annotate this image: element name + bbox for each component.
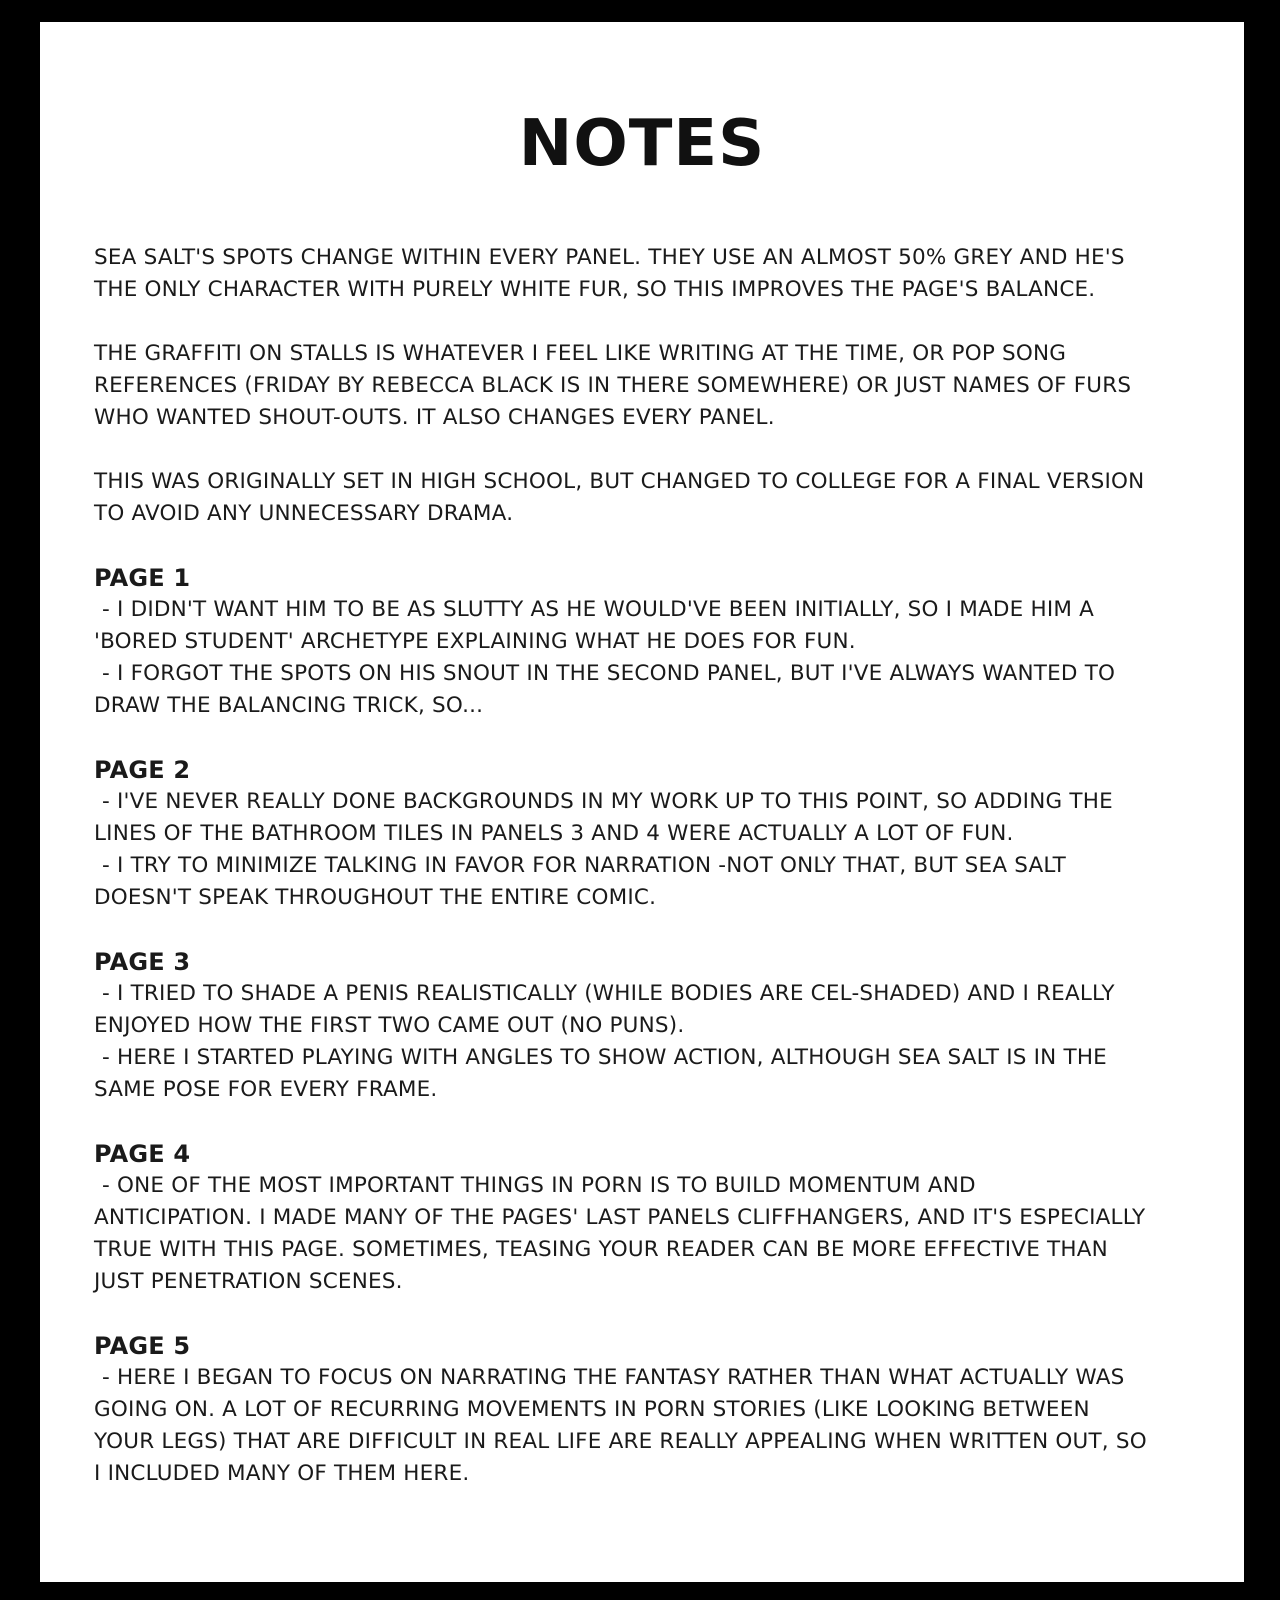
bullet-line: - I'VE NEVER REALLY DONE BACKGROUNDS IN MY WORK UP TO THIS POINT, SO ADDING THE: [102, 789, 1113, 814]
section-bullet: [94, 1362, 1234, 1490]
page-title: NOTES: [518, 107, 766, 181]
bullet-line: - HERE I BEGAN TO FOCUS ON NARRATING THE FANTASY RATHER THAN WHAT ACTUALLY WAS: [102, 1365, 1125, 1390]
intro-paragraph: [94, 466, 1234, 530]
intro-paragraphs: [94, 242, 1234, 530]
paragraph-line: REFERENCES (FRIDAY BY REBECCA BLACK IS IN THERE SOMEWHERE) OR JUST NAMES OF FURS: [94, 373, 1132, 398]
intro-paragraph: [94, 242, 1234, 306]
paragraph-line: THIS WAS ORIGINALLY SET IN HIGH SCHOOL, BUT CHANGED TO COLLEGE FOR A FINAL VERSION: [94, 469, 1145, 494]
paragraph-line: TO AVOID ANY UNNECESSARY DRAMA.: [94, 501, 514, 526]
bullet-line: - HERE I STARTED PLAYING WITH ANGLES TO SHOW ACTION, ALTHOUGH SEA SALT IS IN THE: [102, 1045, 1107, 1070]
section-heading: PAGE 5: [94, 1332, 191, 1360]
bullet-line: - I TRIED TO SHADE A PENIS REALISTICALLY (WHILE BODIES ARE CEL-SHADED) AND I REALLY: [102, 981, 1115, 1006]
section-bullet: [94, 594, 1234, 658]
bullet-line: TRUE WITH THIS PAGE. SOMETIMES, TEASING YOUR READER CAN BE MORE EFFECTIVE THAN: [94, 1237, 1108, 1262]
page-section: [94, 1138, 1234, 1298]
section-bullet: [94, 978, 1234, 1042]
notes-body: [94, 242, 1234, 1522]
section-bullet: [94, 786, 1234, 850]
paragraph-line: THE ONLY CHARACTER WITH PURELY WHITE FUR, SO THIS IMPROVES THE PAGE'S BALANCE.: [94, 277, 1096, 302]
bullet-line: JUST PENETRATION SCENES.: [94, 1269, 403, 1294]
bullet-line: LINES OF THE BATHROOM TILES IN PANELS 3 AND 4 WERE ACTUALLY A LOT OF FUN.: [94, 821, 1014, 846]
bullet-line: I INCLUDED MANY OF THEM HERE.: [94, 1461, 470, 1486]
bullet-line: 'BORED STUDENT' ARCHETYPE EXPLAINING WHAT HE DOES FOR FUN.: [94, 629, 856, 654]
page-section: [94, 562, 1234, 722]
bullet-line: ANTICIPATION. I MADE MANY OF THE PAGES' LAST PANELS CLIFFHANGERS, AND IT'S ESPECIALLY: [94, 1205, 1146, 1230]
section-heading: PAGE 3: [94, 948, 191, 976]
section-heading: PAGE 1: [94, 564, 191, 592]
page-section: [94, 1330, 1234, 1490]
notes-page: [40, 22, 1244, 1582]
bullet-line: YOUR LEGS) THAT ARE DIFFICULT IN REAL LIFE ARE REALLY APPEALING WHEN WRITTEN OUT, SO: [94, 1429, 1147, 1454]
bullet-line: - I TRY TO MINIMIZE TALKING IN FAVOR FOR NARRATION -NOT ONLY THAT, BUT SEA SALT: [102, 853, 1066, 878]
section-bullet: [94, 658, 1234, 722]
paragraph-line: SEA SALT'S SPOTS CHANGE WITHIN EVERY PANEL. THEY USE AN ALMOST 50% GREY AND HE'S: [94, 245, 1125, 270]
page-sections: [94, 562, 1234, 1490]
paragraph-line: WHO WANTED SHOUT-OUTS. IT ALSO CHANGES EVERY PANEL.: [94, 405, 775, 430]
bullet-line: - ONE OF THE MOST IMPORTANT THINGS IN PORN IS TO BUILD MOMENTUM AND: [102, 1173, 976, 1198]
section-heading: PAGE 2: [94, 756, 191, 784]
bullet-line: - I FORGOT THE SPOTS ON HIS SNOUT IN THE SECOND PANEL, BUT I'VE ALWAYS WANTED TO: [102, 661, 1116, 686]
bullet-line: GOING ON. A LOT OF RECURRING MOVEMENTS IN PORN STORIES (LIKE LOOKING BETWEEN: [94, 1397, 1090, 1422]
intro-paragraph: [94, 338, 1234, 434]
bullet-line: SAME POSE FOR EVERY FRAME.: [94, 1077, 438, 1102]
bullet-line: ENJOYED HOW THE FIRST TWO CAME OUT (NO PUNS).: [94, 1013, 685, 1038]
page-section: [94, 946, 1234, 1106]
section-heading: PAGE 4: [94, 1140, 191, 1168]
section-bullet: [94, 850, 1234, 914]
bullet-line: DRAW THE BALANCING TRICK, SO...: [94, 693, 484, 718]
bullet-line: DOESN'T SPEAK THROUGHOUT THE ENTIRE COMIC.: [94, 885, 657, 910]
paragraph-line: THE GRAFFITI ON STALLS IS WHATEVER I FEEL LIKE WRITING AT THE TIME, OR POP SONG: [94, 341, 1067, 366]
section-bullet: [94, 1170, 1234, 1298]
section-bullet: [94, 1042, 1234, 1106]
bullet-line: - I DIDN'T WANT HIM TO BE AS SLUTTY AS HE WOULD'VE BEEN INITIALLY, SO I MADE HIM A: [102, 597, 1095, 622]
page-section: [94, 754, 1234, 914]
